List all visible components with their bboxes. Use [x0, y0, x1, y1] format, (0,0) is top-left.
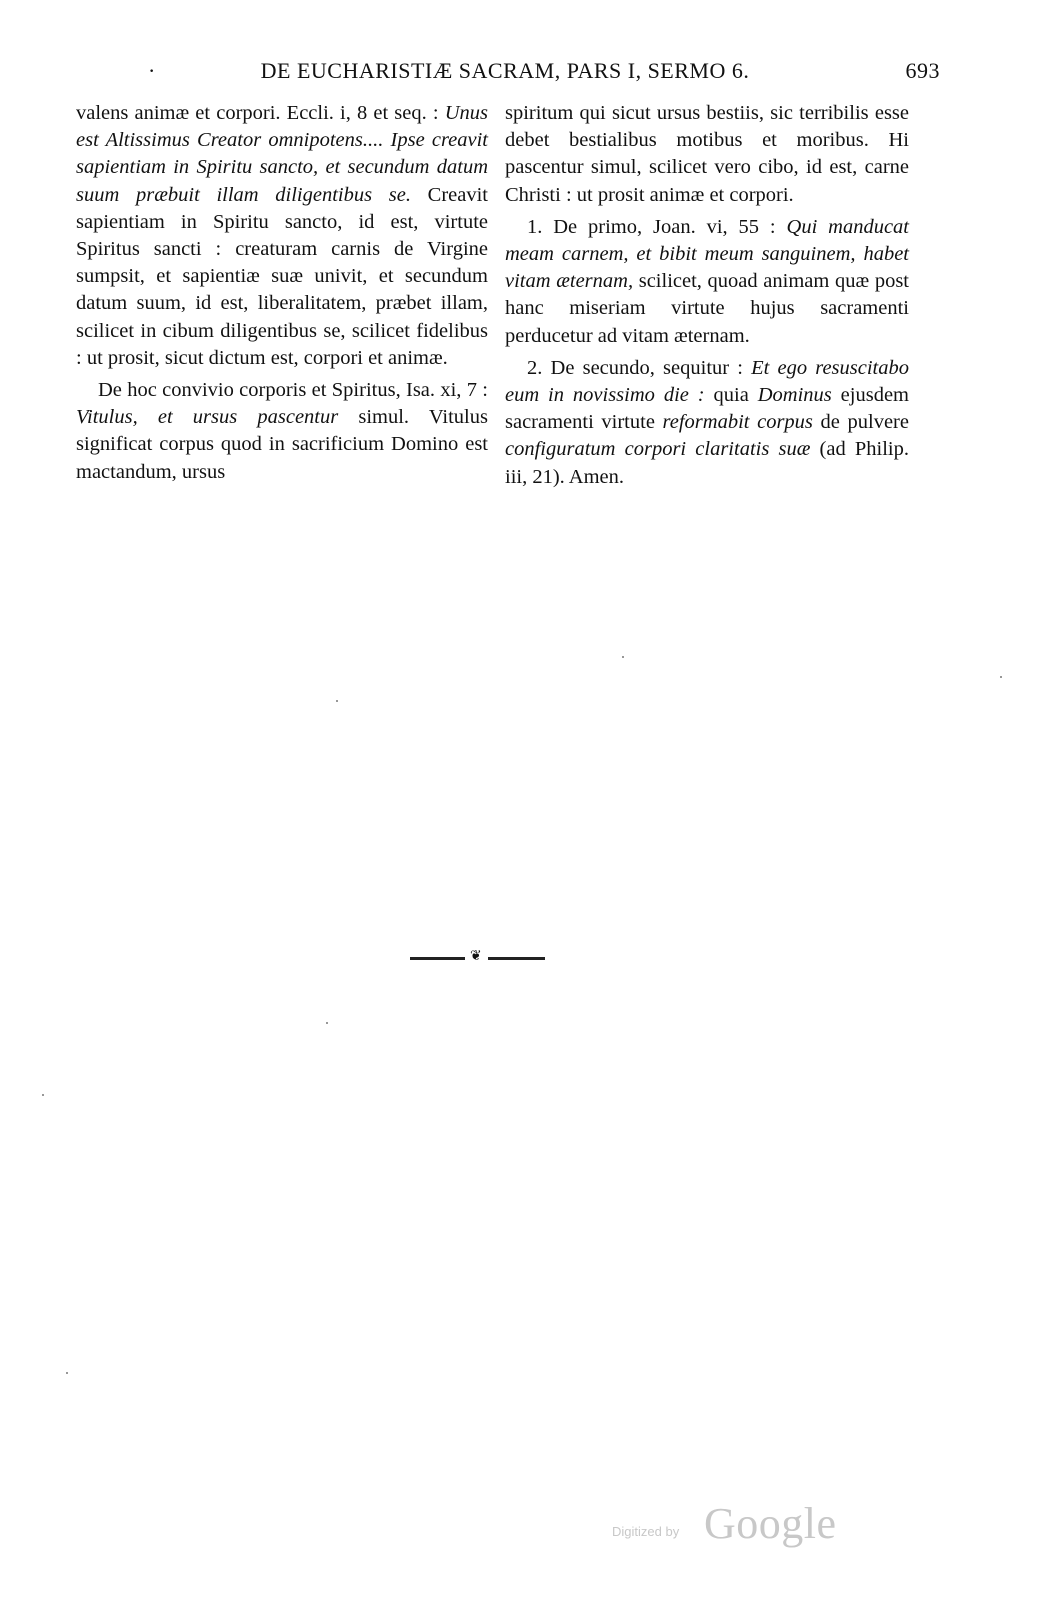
text-run: simul. Vitulus significat corpus quod in sacrificium Domino est mactandum, ursus	[76, 406, 488, 483]
header-title: DE EUCHARISTIÆ SACRAM, PARS I, SERMO 6.	[260, 58, 750, 83]
digitized-watermark	[612, 1498, 842, 1550]
scan-speck	[336, 700, 338, 702]
text-run: scilicet, quoad animam quæ post hanc miseriam virtute hujus sacramenti perducetur ad vitam æternam.	[505, 270, 909, 347]
italic-word: Dominus	[757, 384, 832, 407]
text-run: 2. De secundo, sequitur :	[527, 356, 752, 379]
text-run: De hoc convivio corporis et Spiritus, Isa. xi, 7 :	[98, 379, 488, 402]
text-run: spiritum qui sicut ursus bestiis, sic terribilis esse debet bestialibus motibus et moribus. Hi pascentur simul, scilicet vero cibo, id est, carne Christi : ut prosit animæ et corpori.	[505, 102, 909, 206]
right-paragraph-1	[505, 100, 909, 209]
ornament-rule-right	[488, 957, 545, 960]
scan-speck	[1000, 676, 1002, 678]
ornament-rule-left	[410, 957, 465, 960]
text-run: Creavit sapientiam in Spiritu sancto, id est, virtute Spiritus sancti : creaturam carnis de Virgine sumpsit, et sapientiæ suæ univit, et secundum datum suum, id est, liberalitatem, præbet illam, scilicet in cibum diligentibus se, scilicet fidelibus : ut prosit, sicut dictum est, corpori et animæ.	[76, 183, 488, 369]
fleuron-icon: ❦	[470, 948, 482, 964]
italic-quote: Unus est Altissimus Creator omnipotens.... Ipse creavit sapientiam in Spiritu sancto, et secundum datum suum præbuit illam diligentibus se.	[76, 102, 488, 206]
end-ornament	[410, 948, 545, 965]
left-paragraph-1	[76, 100, 488, 372]
text-run: (ad Philip. iii, 21). Amen.	[505, 438, 909, 488]
italic-quote: configuratum corpori claritatis suæ	[505, 438, 811, 461]
scan-speck	[66, 1372, 68, 1374]
text-run: 1. De primo, Joan. vi, 55 :	[527, 215, 787, 238]
scan-speck	[622, 656, 624, 658]
scan-speck	[42, 1094, 44, 1096]
text-run: de pulvere	[812, 411, 909, 434]
italic-quote: Vitulus, et ursus pascentur	[76, 406, 339, 429]
running-header	[70, 58, 940, 88]
google-logo: Google	[704, 1499, 837, 1548]
page-number: 693	[905, 58, 940, 83]
text-run: quia	[704, 384, 758, 407]
header-dot: ·	[148, 58, 156, 83]
italic-quote: Qui manducat meam carnem, et bibit meum sanguinem, habet vitam æternam,	[505, 215, 909, 293]
scan-speck	[326, 1022, 328, 1024]
watermark-small-text: Digitized by	[612, 1524, 680, 1539]
italic-quote: Et ego resuscitabo eum in novissimo die :	[505, 356, 909, 407]
italic-quote: reformabit corpus	[662, 411, 813, 434]
text-run: ejusdem sacramenti virtute	[505, 384, 909, 434]
right-column	[505, 100, 909, 496]
right-paragraph-2	[505, 214, 909, 350]
right-paragraph-3	[505, 355, 909, 491]
text-run: valens animæ et corpori. Eccli. i, 8 et seq. :	[76, 102, 445, 124]
left-column	[76, 100, 488, 491]
left-paragraph-2	[76, 377, 488, 486]
